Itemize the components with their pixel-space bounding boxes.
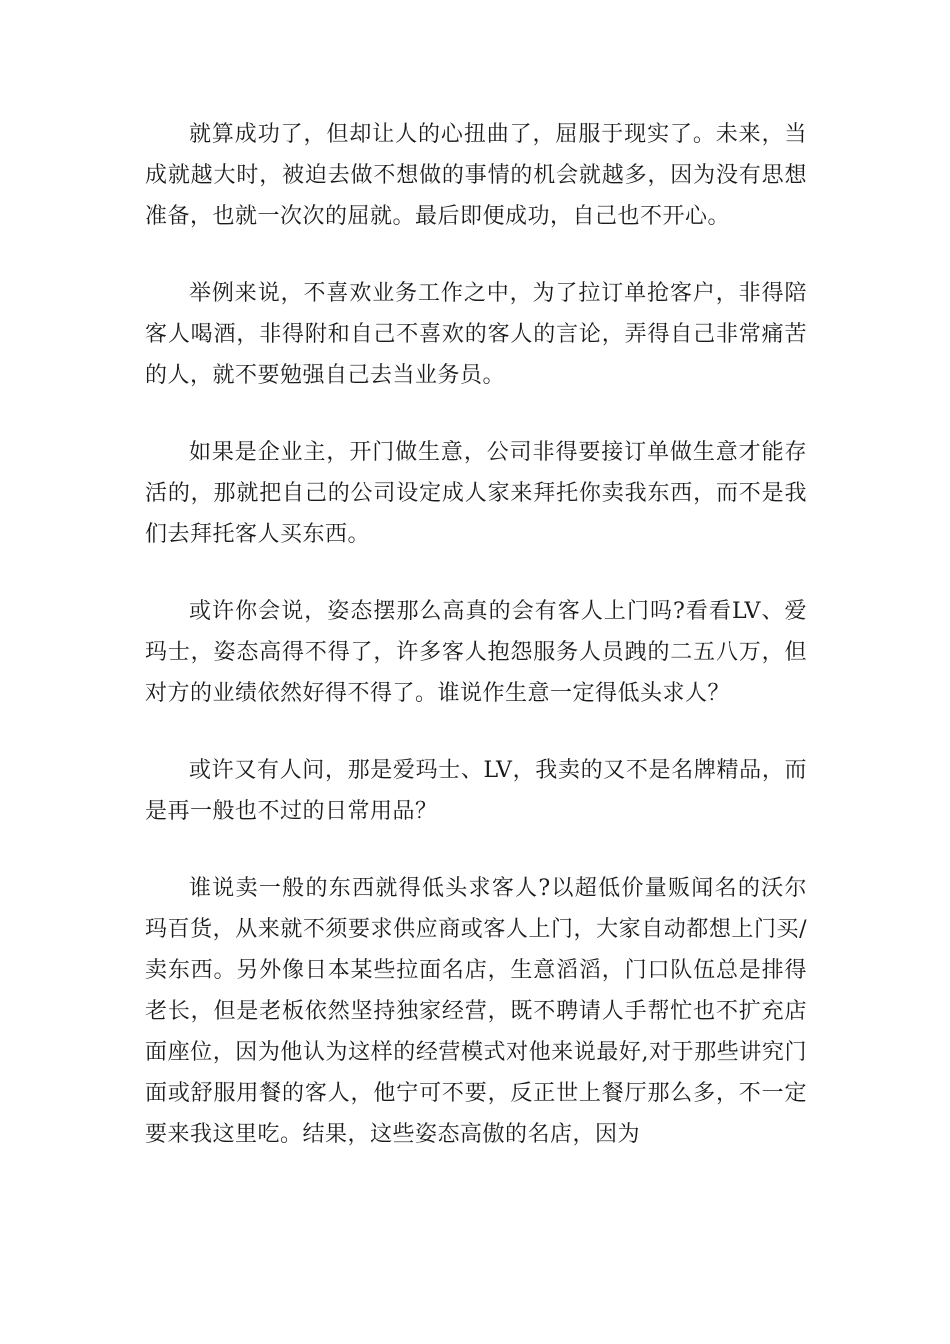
paragraph-2: 举例来说，不喜欢业务工作之中，为了拉订单抢客户，非得陪客人喝酒，非得附和自己不喜欢的客人的言论，弄得自己非常痛苦的人，就不要勉强自己去当业务员。 (145, 281, 807, 388)
document-body (145, 114, 807, 1155)
paragraph-1: 就算成功了，但却让人的心扭曲了，屈服于现实了。未来，当成就越大时，被迫去做不想做的事情的机会就越多，因为没有思想准备，也就一次次的屈就。最后即便成功，自己也不开心。 (145, 122, 807, 229)
paragraph-6: 谁说卖一般的东西就得低头求客人?以超低价量贩闻名的沃尔玛百货，从来就不须要求供应商或客人上门，大家自动都想上门买/卖东西。另外像日本某些拉面名店，生意滔滔，门口队伍总是排得老长，但是老板依然坚持独家经营，既不聘请人手帮忙也不扩充店面座位，因为他认为这样的经营模式对他来说最好,对于那些讲究门面或舒服用餐的客人，他宁可不要，反正世上餐厅那么多，不一定要来我这里吃。结果，这些姿态高傲的名店，因为 (145, 876, 807, 1147)
paragraph-4: 或许你会说，姿态摆那么高真的会有客人上门吗?看看LV、爱玛士，姿态高得不得了，许多客人抱怨服务人员跩的二五八万，但对方的业绩依然好得不得了。谁说作生意一定得低头求人？ (145, 599, 807, 706)
paragraph-3: 如果是企业主，开门做生意，公司非得要接订单做生意才能存活的，那就把自己的公司设定成人家来拜托你卖我东西，而不是我们去拜托客人买东西。 (145, 440, 807, 547)
paragraph-5: 或许又有人问，那是爱玛士、LV，我卖的又不是名牌精品，而是再一般也不过的日常用品？ (145, 758, 807, 824)
